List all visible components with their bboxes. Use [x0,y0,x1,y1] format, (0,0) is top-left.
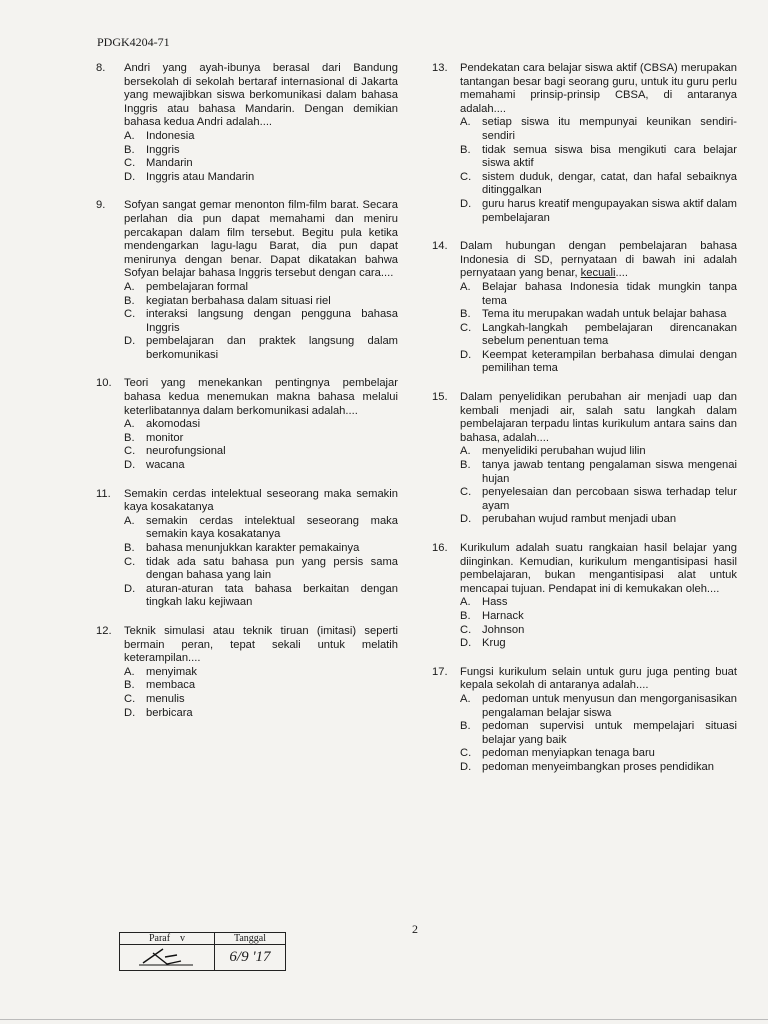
option [460,322,737,349]
option-letter: D. [460,348,472,361]
option [460,349,737,376]
option-text: setiap siswa itu mempunyai keunikan sendiri-sendiri [482,116,737,142]
option [124,335,398,362]
option [124,281,398,295]
question-stem: Andri yang ayah-ibunya berasal dari Bandung bersekolah di sekolah bertaraf internasional di Jakarta yang mewajibkan siswa berkomunikasi dalam bahasa Inggris atau bahasa Mandarin. Dengan demikian bahasa kedua Andri adalah.... [124,62,398,129]
option-text: penyelesaian dan percobaan siswa terhadap telur ayam [482,486,737,512]
option [460,624,737,638]
option [460,720,737,747]
question-number: 9. [96,199,106,212]
signature-table [119,932,286,971]
option-text: menyimak [146,665,197,678]
option-text: tanya jawab tentang pengalaman siswa mengenai hujan [482,459,737,485]
question-number: 17. [432,665,448,678]
option-letter: D. [124,706,136,719]
question-16 [432,542,737,651]
option-letter: D. [460,760,472,773]
option-text: menyelidiki perubahan wujud lilin [482,445,646,458]
option-text: monitor [146,431,184,444]
option [124,157,398,171]
option [460,513,737,527]
question-number: 11. [96,487,111,500]
question-body [460,62,737,225]
question-body [124,488,398,610]
option [460,596,737,610]
signature-icon [137,945,197,967]
question-body [124,199,398,362]
option [124,418,398,432]
question-stem: Sofyan sangat gemar menonton film-film barat. Secara perlahan dia pun dapat memahami dan meniru percakapan dalam film tersebut. Begitu pula ketika mendengarkan lagu-lagu Barat, dia pun dapat menirunya dengan benar. Dapat dikatakan bahwa Sofyan belajar bahasa Inggris tersebut dengan cara.... [124,199,398,280]
page-number: 2 [412,922,418,936]
paraf-header [120,933,215,945]
question-body [460,391,737,527]
option [460,459,737,486]
option-text: pembelajaran formal [146,280,248,293]
option [124,171,398,185]
option-text: Inggris atau Mandarin [146,170,255,183]
document-code: PDGK4204-71 [97,35,170,49]
question-stem: Fungsi kurikulum selain untuk guru juga penting buat kepala sekolah di antaranya adalah.... [460,665,737,692]
tanggal-cell [215,945,286,971]
tanggal-header: Tanggal [215,933,286,945]
option-text: tidak semua siswa bisa mengikuti cara belajar siswa aktif [482,143,737,170]
signature-table-body [120,945,286,971]
page-bottom-edge [0,1019,768,1020]
option-letter: A. [124,665,135,678]
option-letter: C. [124,445,136,458]
paraf-cell [120,945,215,971]
option [124,308,398,335]
question-body [124,625,398,720]
right-column [432,62,737,790]
option-text: Hass [482,596,508,609]
stem-emphasis: kecuali [580,267,616,280]
option-letter: B. [124,143,135,156]
question-13 [432,62,737,225]
option-text: interaksi langsung dengan pengguna bahasa Inggris [146,308,398,334]
option-letter: B. [460,609,471,622]
option [460,281,737,308]
option-text: berbicara [146,706,193,719]
question-12 [96,625,398,720]
paraf-label: Paraf [148,933,171,944]
question-body [460,666,737,775]
option [124,693,398,707]
option-letter: C. [124,692,136,705]
option-text: aturan-aturan tata bahasa berkaitan dengan tingkah laku kejiwaan [146,582,398,609]
option-text: menulis [146,692,185,705]
option-text: Langkah-langkah pembelajaran direncanakan sebelum penentuan tema [482,321,737,348]
option-letter: C. [460,321,472,334]
question-10 [96,377,398,472]
option-text: akomodasi [146,418,201,431]
stem-end: .... [615,267,628,280]
question-number: 8. [96,62,106,74]
option-letter: C. [124,555,136,568]
option-letter: B. [460,720,471,733]
option-letter: D. [124,582,136,595]
option-text: sistem duduk, dengar, catat, dan hafal sebaiknya ditinggalkan [482,170,737,197]
option-text: Tema itu merupakan wadah untuk belajar bahasa [482,308,727,321]
option-letter: D. [460,637,472,650]
option-letter: A. [460,445,471,458]
question-8 [96,62,398,184]
option-letter: D. [124,335,136,348]
option-letter: A. [124,514,135,527]
option-text: wacana [146,459,185,472]
option-letter: B. [460,308,471,321]
option [124,445,398,459]
option-letter: A. [460,596,471,609]
option-letter: B. [124,542,135,554]
question-14 [432,240,737,376]
option [460,486,737,513]
tanggal-value: 6/9 '17 [229,949,271,965]
option [124,556,398,583]
option [460,445,737,459]
paraf-check-mark: v [180,933,186,944]
option [460,610,737,624]
option-text: kegiatan berbahasa dalam situasi riel [146,294,331,307]
option [124,130,398,144]
option [124,459,398,473]
option-text: tidak ada satu bahasa pun yang persis sama dengan bahasa yang lain [146,555,398,582]
option-letter: B. [124,431,135,444]
option-letter: D. [460,197,472,210]
option [460,308,737,322]
question-number: 15. [432,391,448,404]
option-text: Keempat keterampilan berbahasa dimulai dengan pemilihan tema [482,348,737,375]
option [460,116,737,143]
question-stem: Pendekatan cara belajar siswa aktif (CBSA) merupakan tantangan besar bagi seorang guru, untuk itu guru perlu memahami prinsip-prinsip CBSA, di antaranya adalah.... [460,62,737,115]
stem-main: Dalam hubungan dengan pembelajaran bahasa Indonesia di SD, pernyataan di bawah ini adalah pernyataan yang benar, [460,240,737,280]
option-text: pedoman supervisi untuk mempelajari situasi belajar yang baik [482,720,737,746]
question-stem: Semakin cerdas intelektual seseorang maka semakin kaya kosakatanya [124,487,398,514]
option-text: pedoman menyiapkan tenaga baru [482,747,655,760]
option-letter: A. [460,116,471,129]
option [124,679,398,693]
question-body [124,377,398,472]
question-body [460,542,737,651]
question-stem [460,240,737,281]
question-number: 16. [432,542,448,554]
option-letter: C. [124,157,136,170]
question-stem: Teknik simulasi atau teknik tiruan (imitasi) seperti bermain peran, tepat sekali untuk melatih keterampilan.... [124,624,398,665]
option-text: Johnson [482,623,525,636]
question-stem: Dalam penyelidikan perubahan air menjadi uap dan kembali menjadi air, salah satu langkah dalam pembelajaran terpadu lintas kurikulum antara sains dan bahasa, adalah.... [460,391,737,444]
option-letter: B. [460,459,471,472]
option-letter: C. [124,308,136,321]
option-letter: B. [124,294,135,307]
option-text: pedoman untuk menyusun dan mengorganisasikan pengalaman belajar siswa [482,692,737,719]
option-text: pedoman menyeimbangkan proses pendidikan [482,760,714,773]
option-letter: C. [460,486,472,499]
option-letter: B. [460,143,471,156]
question-9 [96,199,398,362]
option [124,583,398,610]
option-letter: D. [124,459,136,472]
option-text: Inggris [146,143,180,156]
option [124,144,398,158]
option [460,693,737,720]
question-11 [96,488,398,610]
option-text: pembelajaran dan praktek langsung dalam berkomunikasi [146,335,398,361]
question-number: 13. [432,62,448,74]
option-text: Harnack [482,609,524,622]
option-letter: C. [460,623,472,636]
option-letter: C. [460,170,472,183]
option-letter: A. [460,280,471,293]
option [460,637,737,651]
option [460,198,737,225]
option [124,295,398,309]
question-15 [432,391,737,527]
option-letter: B. [124,679,135,692]
option-text: semakin cerdas intelektual seseorang maka semakin kaya kosakatanya [146,514,398,541]
option [124,666,398,680]
option-text: neurofungsional [146,445,226,458]
option [124,707,398,721]
option-text: guru harus kreatif mengupayakan siswa aktif dalam pembelajaran [482,197,737,224]
option [460,747,737,761]
option [460,171,737,198]
question-stem: Teori yang menekankan pentingnya pembelajar bahasa kedua menemukan makna bahasa melalui keterlibatannya dalam berkomunikasi adalah.... [124,377,398,417]
option-letter: A. [124,280,135,293]
option-letter: D. [460,513,472,526]
option [124,515,398,542]
question-stem: Kurikulum adalah suatu rangkaian hasil belajar yang diinginkan. Kemudian, kurikulum mengantisipasi hasil pembelajaran, bukan mengantisipasi alat untuk mencapai tujuan. Pendapat ini di kemukakan oleh.... [460,542,737,595]
question-number: 14. [432,240,448,253]
question-number: 12. [96,624,112,637]
option [124,542,398,556]
signature-table-header [120,933,286,945]
option [460,144,737,171]
question-17 [432,666,737,775]
option-text: membaca [146,679,196,692]
question-number: 10. [96,377,112,390]
option-letter: D. [124,170,136,183]
option-text: Krug [482,637,506,650]
question-body [124,62,398,184]
option-text: Indonesia [146,129,195,142]
option-text: Mandarin [146,157,193,170]
question-body [460,240,737,376]
option-letter: A. [124,129,135,142]
option [460,761,737,775]
option-letter: A. [124,418,135,431]
option-letter: A. [460,692,471,705]
left-column [96,62,398,735]
option [124,432,398,446]
option-letter: C. [460,747,472,760]
option-text: perubahan wujud rambut menjadi uban [482,513,677,526]
option-text: bahasa menunjukkan karakter pemakainya [146,542,360,554]
option-text: Belajar bahasa Indonesia tidak mungkin tanpa tema [482,280,737,307]
